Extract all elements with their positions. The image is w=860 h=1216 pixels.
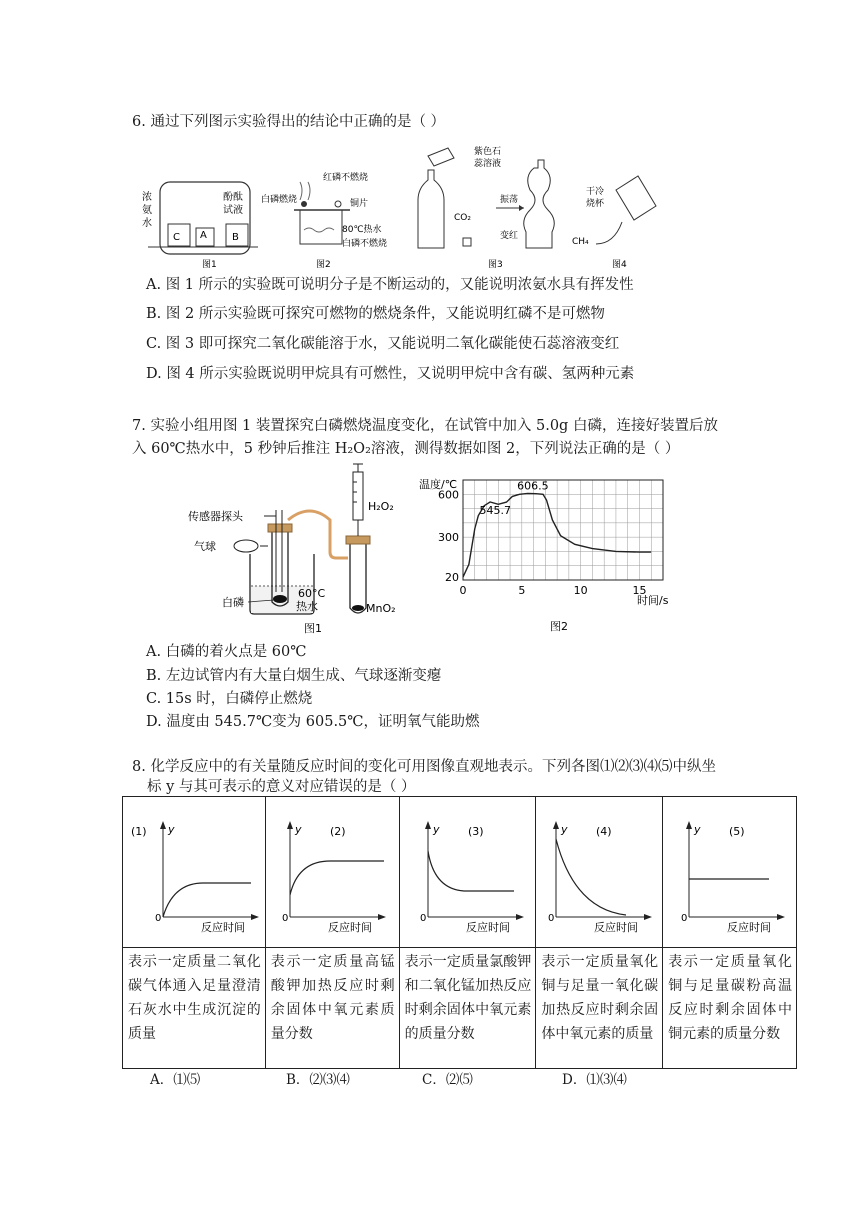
- q6-fig2: [261, 171, 387, 270]
- q8-axis-x-label: 反应时间: [594, 921, 639, 934]
- q8-origin-label: 0: [281, 913, 289, 924]
- q8-graph-1: [123, 797, 263, 943]
- q7-fig1-caption: 图1: [304, 622, 322, 635]
- q8-curve: [556, 839, 626, 915]
- q8-answer-a: A．⑴⑸: [150, 1072, 201, 1088]
- chart-x-tick-label: 5: [518, 584, 526, 597]
- q7-fig1-label: 60°C: [298, 587, 326, 600]
- q8-origin-label: 0: [419, 913, 426, 924]
- q8-axis-y-label: y: [168, 823, 175, 836]
- fig4-caption: 图4: [612, 260, 627, 270]
- chart-y-tick-label: 20: [445, 571, 459, 585]
- chart-x-tick-label: 10: [573, 584, 588, 597]
- q8-graph-label: (5): [729, 825, 745, 838]
- fig4-label: 干冷: [586, 187, 605, 197]
- q8-graph-label: (2): [329, 825, 346, 838]
- q7-fig1-label: 白磷: [222, 596, 244, 609]
- q8-answer-d: D．⑴⑶⑷: [562, 1072, 627, 1088]
- q8-origin-label: 0: [155, 913, 162, 924]
- fig1-label: 水: [142, 218, 152, 229]
- q8-graph-cell-4: [536, 797, 663, 948]
- chart-annotation: 606.5: [517, 479, 549, 493]
- chart-annotation: 545.7: [479, 504, 511, 518]
- q6-stem: 6. 通过下列图示实验得出的结论中正确的是（ ）: [132, 114, 446, 130]
- q8-graph-cell-5: [663, 797, 797, 948]
- fig1-caption: 图1: [202, 260, 217, 270]
- y-axis-arrow: [287, 821, 293, 829]
- fig1-label: 氨: [142, 205, 152, 216]
- chart-ylabel: 温度/℃: [419, 478, 458, 491]
- q7-fig1-label: MnO₂: [366, 602, 396, 615]
- y-axis-arrow: [425, 821, 431, 829]
- q8-origin-label: 0: [548, 913, 555, 924]
- q7-fig1: [180, 462, 440, 638]
- fig2-label: 白磷燃烧: [261, 195, 298, 205]
- q7-stem-line1: 7. 实验小组用图 1 装置探究白磷燃烧温度变化，在试管中加入 5.0g 白磷，连接好装置后放: [132, 418, 718, 434]
- q6-option-c: C. 图 3 即可探究二氧化碳能溶于水，又能说明二氧化碳能使石蕊溶液变红: [146, 336, 620, 352]
- q7-option-a: A. 白磷的着火点是 60℃: [146, 644, 307, 660]
- q8-desc-2: 表示一定质量高锰酸钾加热反应时剩余固体中氧元素质量分数: [265, 948, 399, 1069]
- fig3-label: 蕊溶液: [474, 159, 502, 169]
- y-axis-arrow: [160, 821, 166, 829]
- fig1-label: 浓: [142, 192, 152, 203]
- q7-option-d: D. 温度由 545.7℃变为 605.5℃，证明氧气能助燃: [146, 714, 480, 730]
- q8-axis-y-label: y: [694, 823, 701, 836]
- q8-desc-1: 表示一定质量二氧化碳气体通入足量澄清石灰水中生成沉淀的质量: [123, 948, 266, 1069]
- x-axis-arrow: [777, 914, 785, 920]
- q7-option-b: B. 左边试管内有大量白烟生成、气球逐渐变瘪: [146, 668, 442, 684]
- chart-y-tick-label: 300: [438, 531, 459, 545]
- q8-answer-b: B．⑵⑶⑷: [286, 1072, 350, 1088]
- q8-graph-cell-2: [265, 797, 399, 948]
- q8-desc-4: 表示一定质量氧化铜与足量一氧化碳加热反应时剩余固体中氧元素的质量: [536, 948, 663, 1069]
- chart-x-tick-label: 15: [632, 584, 647, 597]
- fig1-beaker-c: C: [173, 232, 180, 243]
- y-axis-arrow: [686, 821, 692, 829]
- q8-axis-x-label: 反应时间: [201, 921, 245, 934]
- q8-answer-c: C．⑵⑸: [422, 1072, 473, 1088]
- q8-graph-label: (3): [467, 825, 484, 838]
- q8-curve: [163, 883, 251, 917]
- q8-graph-cell-1: [123, 797, 266, 948]
- fig2-label: 80℃热水: [342, 225, 382, 235]
- q8-table: [122, 796, 797, 1069]
- fig3-caption: 图3: [488, 260, 503, 270]
- q8-axis-x-label: 反应时间: [327, 921, 372, 934]
- fig1-beaker-a: A: [200, 230, 207, 241]
- fig2-label: 铜片: [350, 199, 369, 209]
- q8-origin-label: 0: [681, 913, 688, 924]
- q8-axis-y-label: y: [561, 823, 568, 836]
- fig1-beaker-b: B: [232, 232, 239, 243]
- q8-desc-3: 表示一定质量氯酸钾和二氧化锰加热反应时剩余固体中氧元素的质量分数: [399, 948, 536, 1069]
- fig1-label: 试液: [223, 205, 243, 216]
- q8-graph-3: [400, 797, 534, 943]
- q6-fig1: [142, 182, 258, 270]
- x-axis-arrow: [516, 914, 524, 920]
- fig4-label: 烧杯: [586, 199, 605, 209]
- q8-axis-y-label: y: [294, 823, 302, 836]
- q8-curve: [428, 851, 514, 891]
- fig3-label: 振荡: [500, 195, 519, 205]
- q6-option-b: B. 图 2 所示实验既可探究可燃物的燃烧条件，又能说明红磷不是可燃物: [146, 306, 605, 322]
- q8-axis-x-label: 反应时间: [465, 921, 510, 934]
- q7-fig2-chart: [415, 470, 705, 640]
- q7-fig1-label: H₂O₂: [368, 500, 394, 513]
- q6-fig3: [418, 145, 554, 270]
- fig2-label: 白磷不燃烧: [342, 239, 388, 249]
- q8-graph-5: [663, 797, 794, 943]
- chart-x-tick-label: 0: [459, 584, 467, 597]
- q6-option-d: D. 图 4 所示实验既说明甲烷具有可燃性，又说明甲烷中含有碳、氢两种元素: [146, 366, 635, 382]
- q6-option-a: A. 图 1 所示的实验既可说明分子是不断运动的，又能说明浓氨水具有挥发性: [146, 277, 634, 293]
- chart-y-tick-label: 600: [438, 488, 459, 502]
- x-axis-arrow: [378, 914, 386, 920]
- q7-option-c: C. 15s 时，白磷停止燃烧: [146, 691, 313, 707]
- q8-graph-label: (4): [596, 825, 612, 838]
- fig3-label: CO₂: [454, 213, 471, 223]
- fig3-label: 紫色石: [474, 147, 502, 157]
- q7-fig1-label: 传感器探头: [188, 510, 243, 523]
- q8-graph-cell-3: [399, 797, 536, 948]
- q8-axis-x-label: 反应时间: [727, 921, 772, 934]
- q8-stem-line2: 标 y 与其可表示的意义对应错误的是（ ）: [147, 779, 416, 795]
- x-axis-arrow: [251, 914, 259, 920]
- q8-stem-line1: 8. 化学反应中的有关量随反应时间的变化可用图像直观地表示。下列各图⑴⑵⑶⑷⑸中纵坐: [132, 759, 716, 775]
- q6-figures: [128, 140, 688, 272]
- chart-caption: 图2: [550, 620, 568, 633]
- q7-fig1-label: 热水: [296, 600, 318, 613]
- q7-fig1-label: 气球: [194, 540, 216, 553]
- fig2-label: 红磷不燃烧: [323, 173, 369, 183]
- q8-graph-label: (1): [131, 825, 147, 838]
- q8-graph-4: [536, 797, 660, 943]
- x-axis-arrow: [644, 914, 652, 920]
- fig4-label: CH₄: [572, 237, 589, 247]
- fig3-label: 变红: [500, 231, 519, 241]
- fig1-label: 酚酞: [223, 192, 243, 203]
- q8-graph-2: [266, 797, 397, 943]
- y-axis-arrow: [553, 821, 559, 829]
- q8-curve: [290, 861, 384, 895]
- q6-fig4: [572, 176, 656, 270]
- q7-stem-line2: 入 60℃热水中，5 秒钟后推注 H₂O₂溶液，测得数据如图 2，下列说法正确的是（ ）: [132, 441, 680, 457]
- q8-axis-y-label: y: [432, 823, 440, 836]
- fig2-caption: 图2: [316, 260, 331, 270]
- q8-desc-5: 表示一定质量氧化铜与足量碳粉高温反应时剩余固体中铜元素的质量分数: [663, 948, 797, 1069]
- chart-xlabel: 时间/s: [637, 594, 669, 607]
